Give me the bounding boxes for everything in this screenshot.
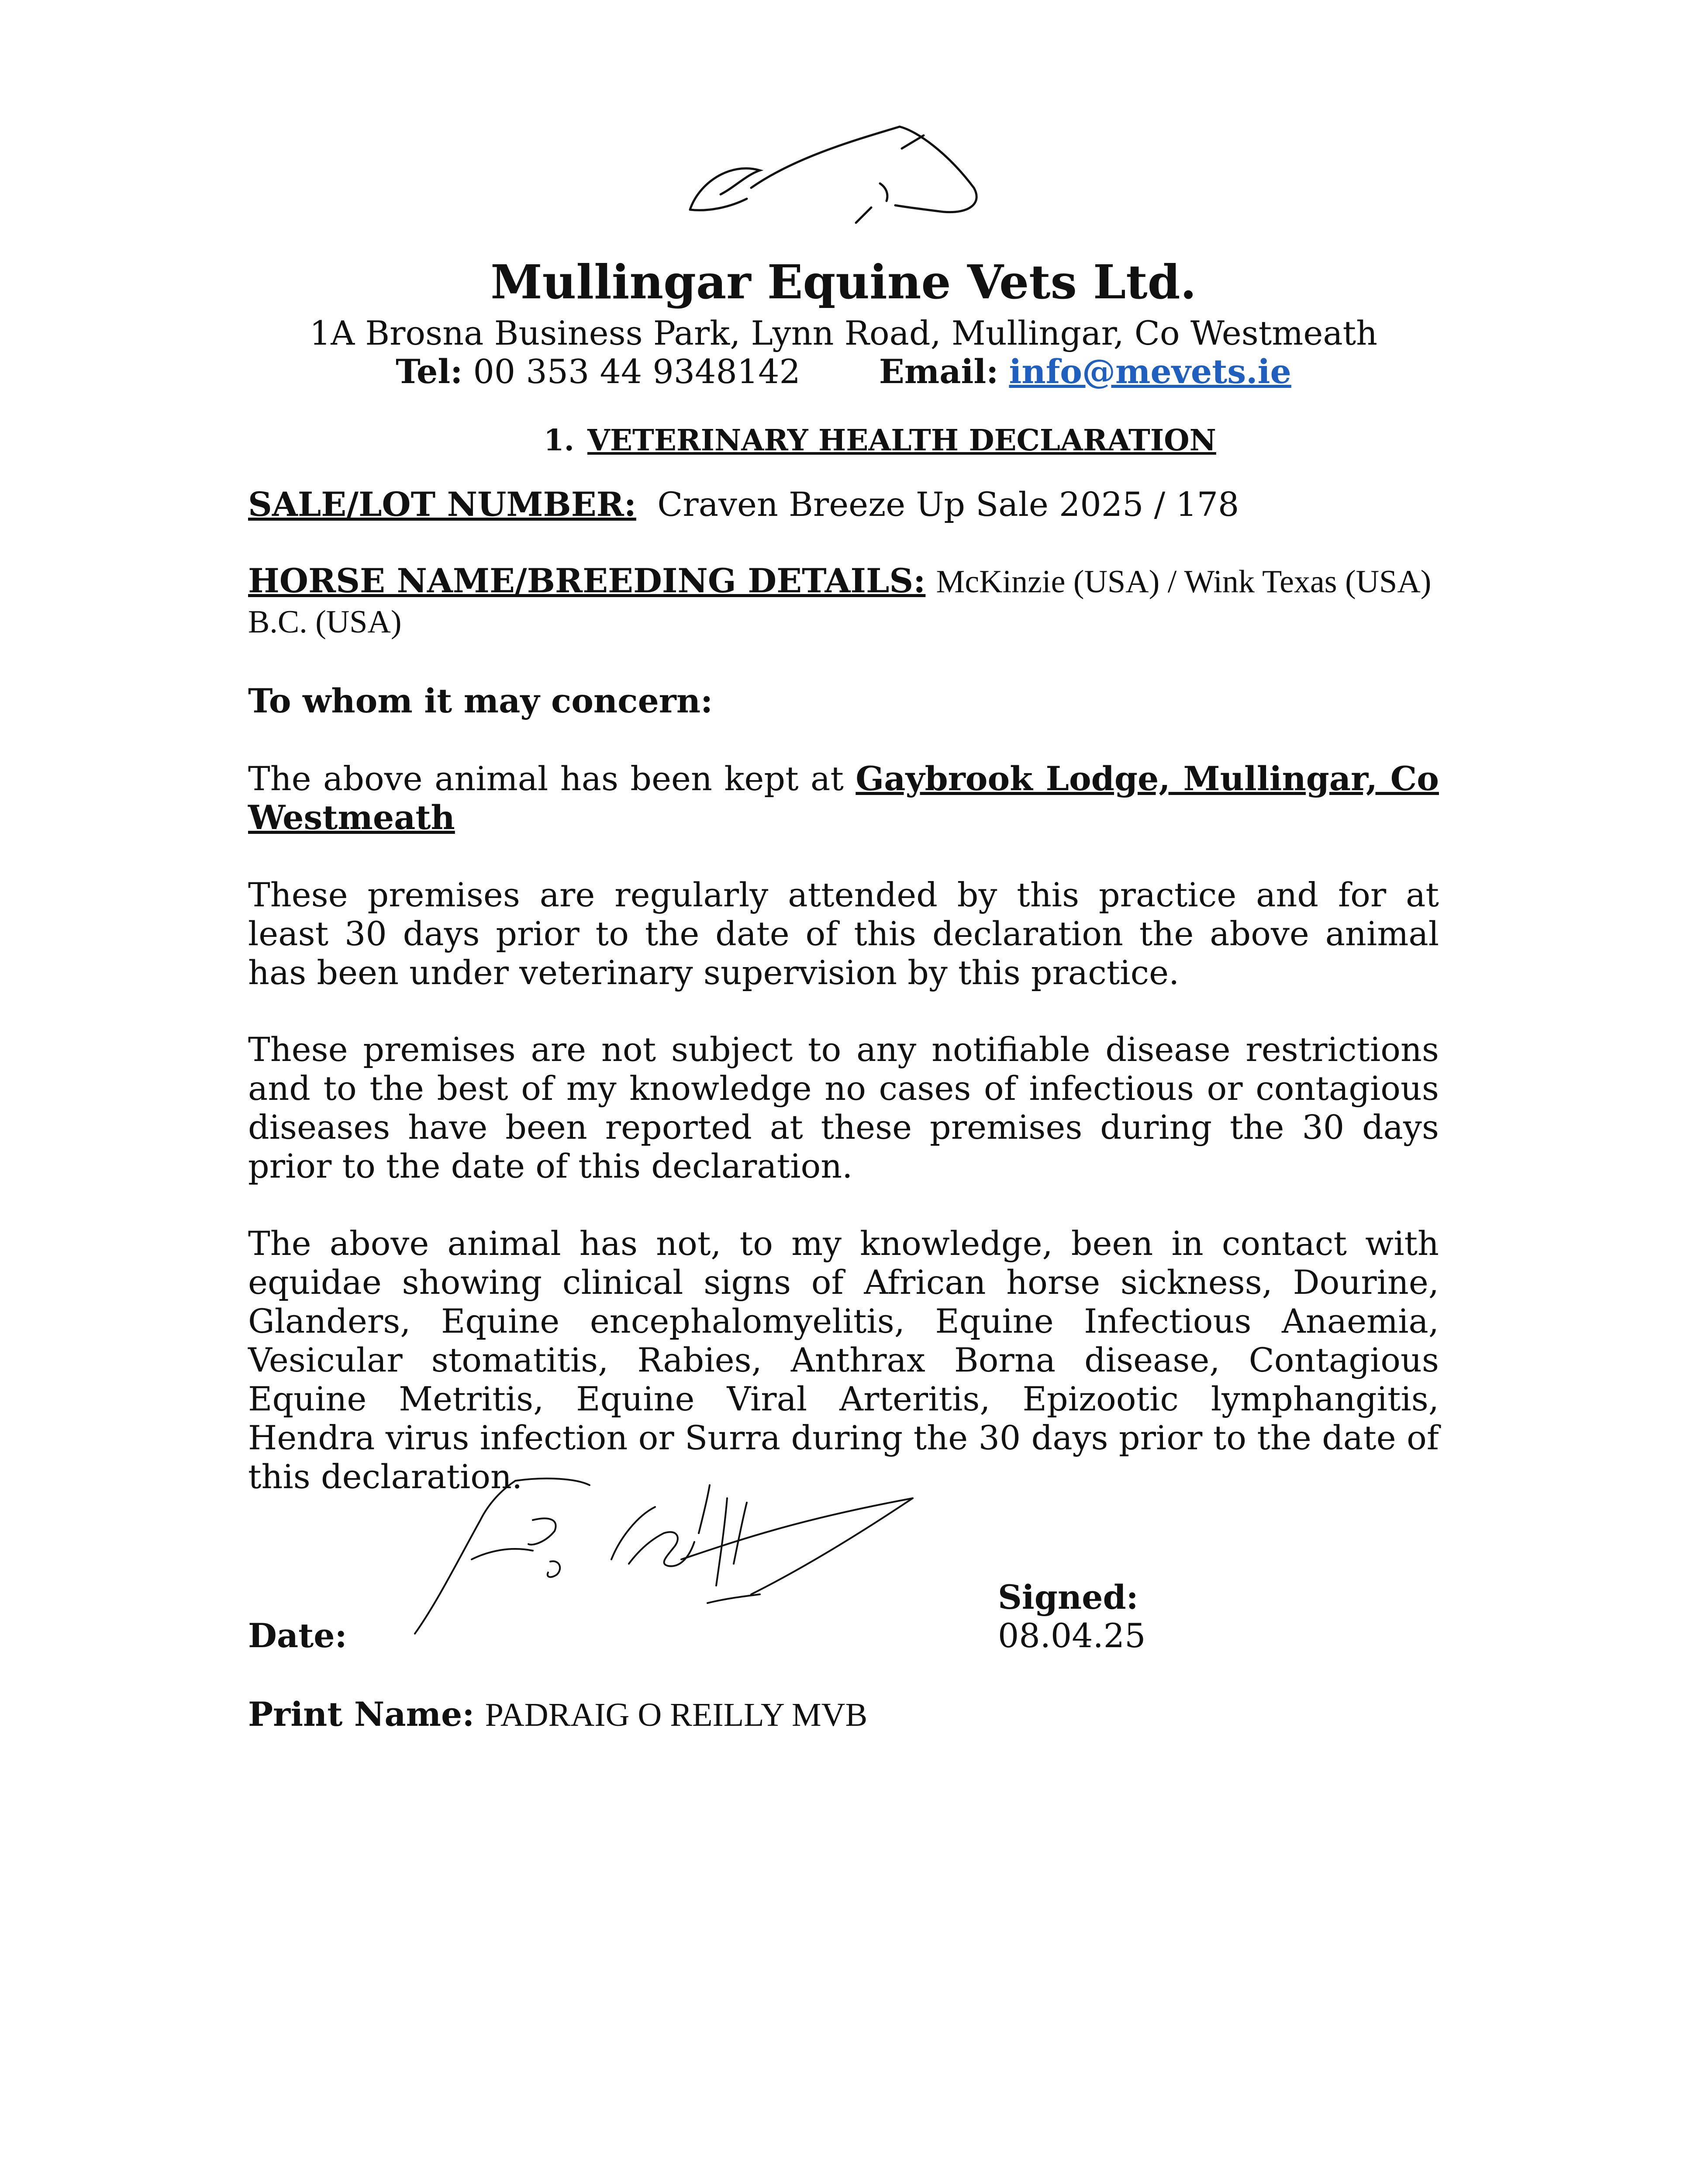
declaration-number: 1. xyxy=(544,423,574,457)
sale-lot-value: Craven Breeze Up Sale 2025 / 178 xyxy=(657,485,1239,524)
horse-details xyxy=(248,561,1439,642)
declaration-title-text: VETERINARY HEALTH DECLARATION xyxy=(587,423,1216,457)
kept-at-intro: The above animal has been kept at xyxy=(248,759,844,798)
company-address: 1A Brosna Business Park, Lynn Road, Mullingar, Co Westmeath xyxy=(309,314,1378,352)
paragraph-supervision: These premises are regularly attended by this practice and for at least 30 days prior to the date of this declaration the above animal has been under veterinary supervision by this practice. xyxy=(248,875,1439,992)
email-link[interactable]: info@mevets.ie xyxy=(1009,352,1291,391)
handwritten-signature-icon xyxy=(402,1472,926,1642)
kept-at-place-line2: Westmeath xyxy=(248,798,455,837)
kept-at-line1 xyxy=(248,759,1439,798)
signed-date: 08.04.25 xyxy=(998,1616,1146,1655)
paragraph-no-restrictions: These premises are not subject to any notifiable disease restrictions and to the best of my knowledge no cases of infectious or contagious diseases have been reported at these premises during the 30 days prior to the date of this declaration. xyxy=(248,1030,1439,1185)
email-label: Email: xyxy=(879,352,999,391)
tel-value: 00 353 44 9348142 xyxy=(473,352,800,391)
kept-at-line2 xyxy=(248,798,1439,837)
contact-line xyxy=(0,352,1687,391)
horse-details-value-line1: McKinzie (USA) / Wink Texas (USA) xyxy=(936,564,1432,600)
print-name-label: Print Name: xyxy=(248,1695,475,1734)
salutation: To whom it may concern: xyxy=(248,681,713,720)
tel-label: Tel: xyxy=(396,352,463,391)
sale-lot-line xyxy=(248,485,1439,524)
horse-details-label: HORSE NAME/BREEDING DETAILS: xyxy=(248,561,926,600)
company-name: Mullingar Equine Vets Ltd. xyxy=(490,255,1197,310)
signed-label: Signed: xyxy=(998,1578,1138,1617)
horse-head-logo-icon xyxy=(681,122,987,227)
horse-details-value-line2: B.C. (USA) xyxy=(248,604,402,640)
print-name-value: PADRAIG O REILLY MVB xyxy=(485,1697,868,1733)
declaration-title xyxy=(544,423,1216,458)
sale-lot-label: SALE/LOT NUMBER: xyxy=(248,485,636,524)
kept-at-place-line1: Gaybrook Lodge, Mullingar, Co xyxy=(856,759,1439,798)
date-label: Date: xyxy=(248,1616,347,1655)
print-name xyxy=(248,1695,867,1735)
paragraph-no-contact: The above animal has not, to my knowledge, been in contact with equidae showing clinical signs of African horse sickness, Dourine, Glanders, Equine encephalomyelitis, Equine Infectious Anaemia, Vesicular stomatitis, Rabies, Anthrax Borna disease, Contagious Equine Metritis, Equine Viral Arteritis, Epizootic lymphangitis, Hendra virus infection or Surra during the 30 days prior to the date of this declaration. xyxy=(248,1224,1439,1496)
